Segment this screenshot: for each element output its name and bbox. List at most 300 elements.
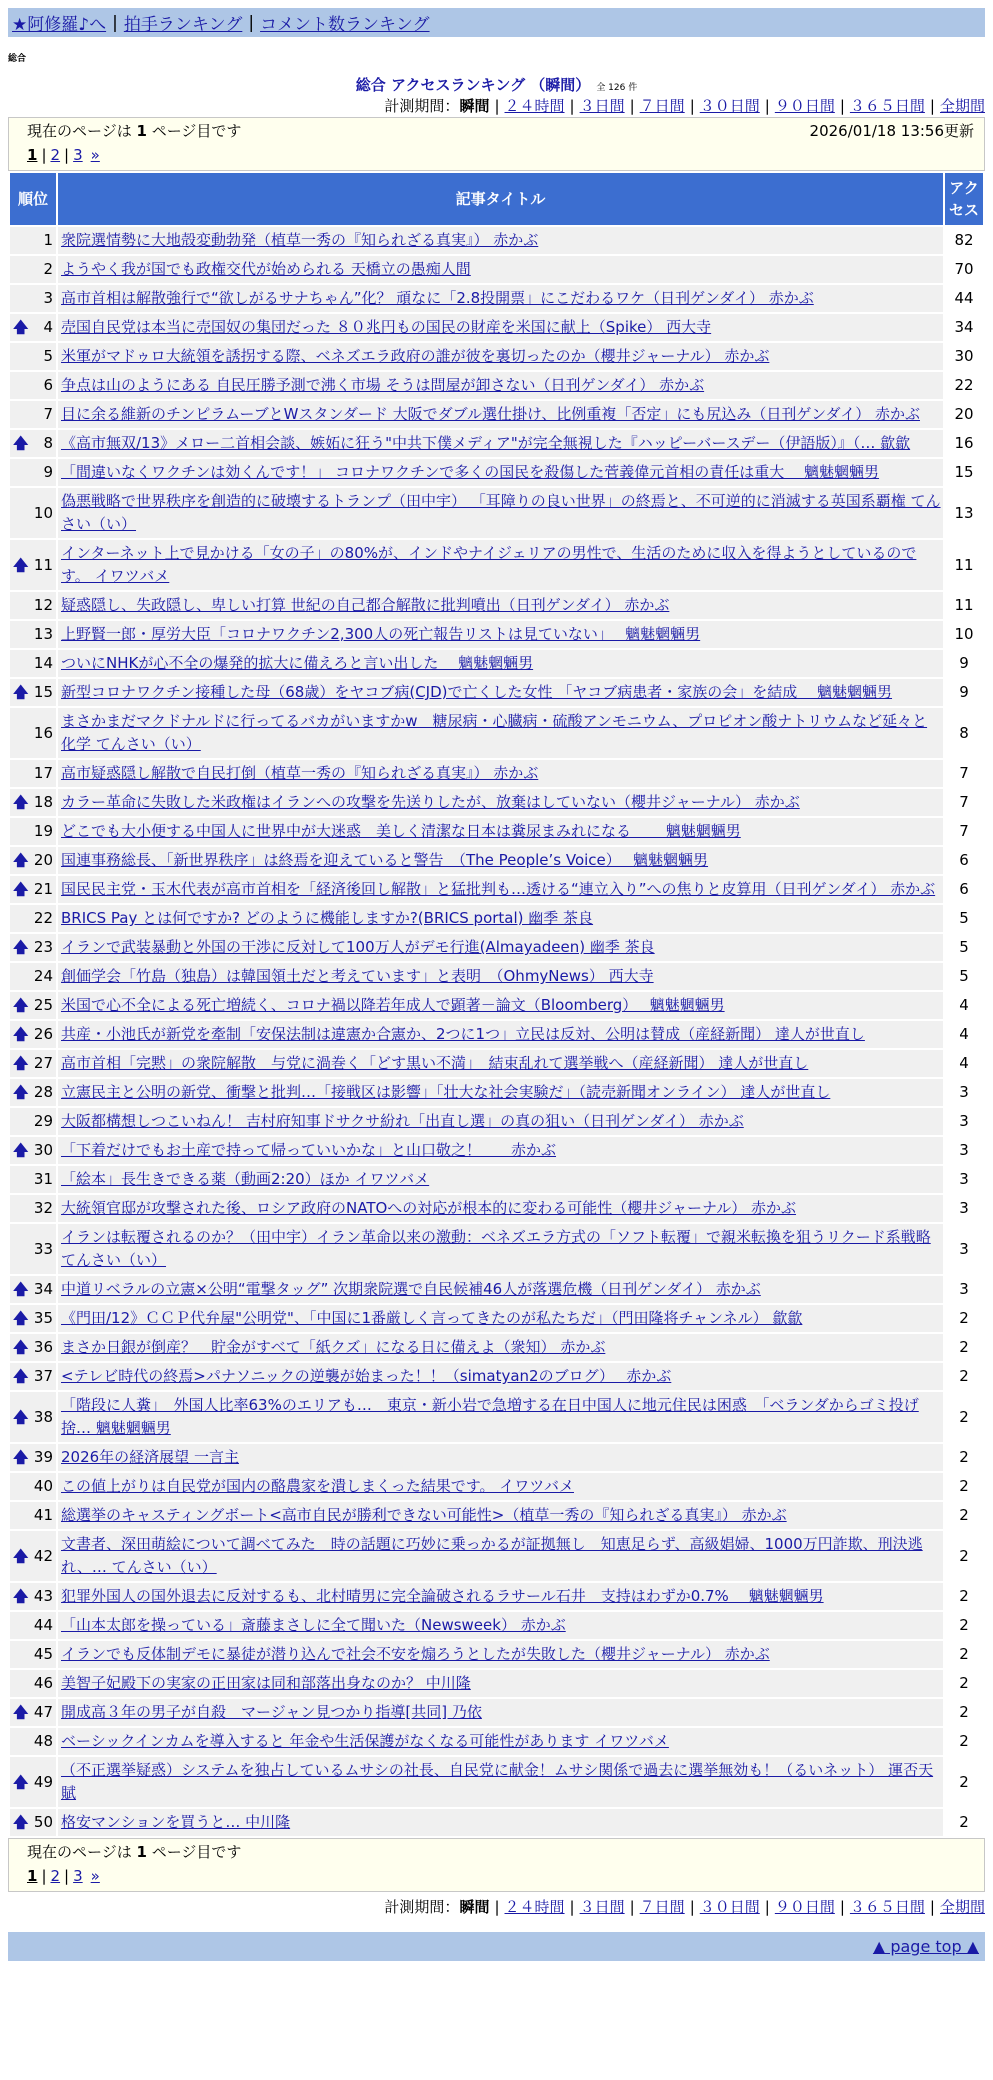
title-cell [58,1166,943,1193]
title-cell [58,1195,943,1222]
title-cell [58,963,943,990]
period-link[interactable]: ３０日間 [699,97,760,115]
article-link[interactable]: 偽悪戦略で世界秩序を創造的に破壊するトランプ（田中宇） 「耳障りの良い世界」の終焉と、不可逆的に消滅する英国系覇権 てんさい（い） [61,492,941,533]
period-sep: | [494,97,500,115]
title-cell [58,285,943,312]
access-count: 7 [945,818,983,845]
access-count: 2 [945,1757,983,1807]
period-link[interactable]: ２４時間 [504,97,565,115]
rank-number: 34 [33,1280,53,1298]
rank-cell [10,1531,56,1581]
article-link[interactable]: 立憲民主と公明の新党、衝撃と批判…「接戦区は影響」「壮大な社会実験だ」（読売新聞オンライン） 達人が世直し [61,1083,831,1101]
nav-link-clap-ranking[interactable]: 拍手ランキング [123,15,243,35]
article-link[interactable]: 大統領官邸が攻撃された後、ロシア政府のNATOへの対応が根本的に変わる可能性（櫻井ジャーナル） 赤かぶ [61,1199,797,1217]
rank-number: 35 [33,1309,53,1327]
rank-number: 40 [33,1477,53,1495]
pagination-top [27,142,974,168]
article-link[interactable]: 「山本太郎を操っている」斎藤まさしに全て聞いた（Newsweek） 赤かぶ [61,1616,566,1634]
article-link[interactable]: <テレビ時代の終焉>パナソニックの逆襲が始まった！！（simatyan2のブログ） 赤かぶ [61,1367,672,1385]
up-arrow-icon: 🡅 [13,996,29,1014]
table-row [10,1166,983,1193]
article-link[interactable]: 米国で心不全による死亡増続く、コロナ禍以降若年成人で顕著－論文（Bloomberg） 魑魅魍魎男 [61,996,725,1014]
rank-cell [10,1195,56,1222]
access-count: 5 [945,905,983,932]
title-cell [58,1079,943,1106]
article-link[interactable]: 格安マンションを買うと… 中川隆 [61,1813,291,1831]
article-link[interactable]: この値上がりは自民党が国内の酪農家を潰しまくった結果です。 イワツバメ [61,1477,574,1495]
rank-number: 10 [33,503,53,522]
up-arrow-icon: 🡅 [13,1141,29,1159]
period-current: 瞬間 [459,1898,490,1916]
access-count: 6 [945,876,983,903]
article-link[interactable]: カラー革命に失敗した米政権はイランへの攻撃を先送りしたが、放棄はしていない（櫻井ジャーナル） 赤かぶ [61,793,800,811]
rank-number: 21 [33,880,53,898]
title-cell [58,430,943,457]
rank-cell [10,1108,56,1135]
title-cell [58,1334,943,1361]
table-row [10,401,983,428]
article-link[interactable]: 売国自民党は本当に売国奴の集団だった ８０兆円もの国民の財産を米国に献上（Spike） 西大寺 [61,318,712,336]
rank-cell [10,1809,56,1836]
table-row [10,1334,983,1361]
period-link[interactable]: ２４時間 [504,1898,565,1916]
article-link[interactable]: ベーシックインカムを導入すると 年金や生活保護がなくなる可能性があります イワツバメ [61,1732,669,1750]
rank-cell [10,1166,56,1193]
article-link[interactable]: 争点は山のようにある 自民圧勝予測で沸く市場 そうは問屋が卸さない（日刊ゲンダイ） 赤かぶ [61,376,705,394]
up-arrow-icon: 🡅 [13,1309,29,1327]
up-arrow-icon: 🡅 [13,318,29,336]
rank-cell [10,992,56,1019]
access-count: 11 [945,592,983,619]
title-cell [58,1670,943,1697]
rank-number: 23 [33,938,53,956]
current-page-text: 現在のページは 1 ページ目です [27,1843,242,1861]
title-cell [58,256,943,283]
article-link[interactable]: 「下着だけでもお土産で持って帰っていいかな」と山口敬之！ 赤かぶ [61,1141,557,1159]
pager-current: 1 [27,1867,38,1885]
title-cell [58,876,943,903]
table-row [10,1583,983,1610]
access-count: 3 [945,1224,983,1274]
access-count: 2 [945,1363,983,1390]
rank-number: 47 [33,1703,53,1721]
article-link[interactable]: 新型コロナワクチン接種した母（68歳）をヤコブ病(CJD)で亡くした女性 「ヤコブ病患者・家族の会」を結成 魑魅魍魎男 [61,683,893,701]
table-row [10,1728,983,1755]
rank-number: 16 [33,723,53,742]
access-count: 22 [945,372,983,399]
rank-number: 14 [33,654,53,672]
period-link[interactable]: 全期間 [939,1898,985,1916]
article-link[interactable]: 米軍がマドゥロ大統領を誘拐する際、ベネズエラ政府の誰が彼を裏切ったのか（櫻井ジャーナル） 赤かぶ [61,347,770,365]
rank-number: 48 [33,1732,53,1750]
rank-cell [10,650,56,677]
period-sep: | [764,97,770,115]
rank-cell [10,1334,56,1361]
pager-sep: | [41,146,47,164]
article-link[interactable]: イランでも反体制デモに暴徒が潜り込んで社会不安を煽ろうとしたが失敗した（櫻井ジャーナル） 赤かぶ [61,1645,770,1663]
period-label: 計測期間： [384,1898,460,1916]
table-row [10,760,983,787]
nav-sep: | [248,12,255,33]
access-count: 2 [945,1444,983,1471]
table-row [10,650,983,677]
title-cell [58,1809,943,1836]
table-row [10,1276,983,1303]
article-link[interactable]: 「階段に人糞」 外国人比率63%のエリアも… 東京・新小岩で急増する在日中国人に地元住民は困惑 「ベランダからゴミ投げ捨… 魑魅魍魎男 [61,1396,919,1437]
access-count: 34 [945,314,983,341]
table-row [10,227,983,254]
rank-number: 32 [33,1199,53,1217]
pager-sep: | [41,1867,47,1885]
title-cell [58,227,943,254]
up-arrow-icon: 🡅 [13,1338,29,1356]
article-link[interactable]: 美智子妃殿下の実家の正田家は同和部落出身なのか？ 中川隆 [61,1674,471,1692]
period-link[interactable]: ７日間 [639,97,685,115]
access-count: 3 [945,1079,983,1106]
article-link[interactable]: （不正選挙疑惑）システムを独占しているムサシの社長、自民党に献金！ムサシ関係で過去に選挙無効も！（るいネット） 運否天賦 [61,1761,934,1802]
period-sep: | [929,1898,935,1916]
table-row [10,1108,983,1135]
article-link[interactable]: イランで武装暴動と外国の干渉に反対して100万人がデモ行進(Almayadeen) 幽季 茶良 [61,938,655,956]
up-arrow-icon: 🡅 [13,1025,29,1043]
table-row [10,1757,983,1807]
pager-link[interactable]: 2 [50,146,61,164]
rank-number: 42 [33,1546,53,1565]
title-cell [58,679,943,706]
table-row [10,621,983,648]
pager-link[interactable]: 2 [50,1867,61,1885]
access-count: 5 [945,963,983,990]
access-count: 2 [945,1641,983,1668]
page-top-link[interactable]: ▲ page top ▲ [872,1937,979,1956]
period-link[interactable]: ９０日間 [774,97,835,115]
period-label: 計測期間： [384,97,460,115]
rank-number: 19 [33,822,53,840]
table-row [10,1502,983,1529]
period-sep: | [764,1898,770,1916]
period-link[interactable]: 全期間 [939,97,985,115]
table-row [10,818,983,845]
total-count: 全 126 件 [596,83,638,93]
article-link[interactable]: 上野賢一郎・厚労大臣「コロナワクチン2,300人の死亡報告リストは見ていない」 魑魅魍魎男 [61,625,701,643]
rank-cell [10,963,56,990]
article-link[interactable]: 犯罪外国人の国外退去に反対するも、北村晴男に完全論破されるラサール石井 支持はわずか0.7% 魑魅魍魎男 [61,1587,824,1605]
title-cell [58,1363,943,1390]
title-cell [58,1699,943,1726]
article-link[interactable]: イランは転覆されるのか？（田中宇）イラン革命以来の激動：ベネズエラ方式の「ソフト転覆」で親米転換を狙うリクード系戦略 てんさい（い） [61,1228,931,1269]
rank-cell [10,1137,56,1164]
up-arrow-icon: 🡅 [13,1407,29,1426]
rank-cell [10,708,56,758]
table-row [10,459,983,486]
period-link[interactable]: ３日間 [579,97,625,115]
rank-cell [10,430,56,457]
title-cell [58,905,943,932]
title-cell [58,760,943,787]
article-link[interactable]: 「絵本」長生きできる薬（動画2:20）ほか イワツバメ [61,1170,430,1188]
rank-cell [10,227,56,254]
rank-number: 22 [33,909,53,927]
nav-link-comment-ranking[interactable]: コメント数ランキング [260,15,430,35]
bottom-bar [8,1932,985,1961]
access-count: 8 [945,708,983,758]
rank-number: 25 [33,996,53,1014]
table-row [10,285,983,312]
access-count: 15 [945,459,983,486]
access-count: 4 [945,1050,983,1077]
rank-cell [10,760,56,787]
rank-number: 20 [33,851,53,869]
rank-number: 50 [33,1813,53,1831]
rank-cell [10,1079,56,1106]
rank-cell [10,540,56,590]
table-row [10,314,983,341]
article-link[interactable]: 「間違いなくワクチンは効くんです！」 コロナワクチンで多くの国民を殺傷した菅義偉元首相の責任は重大 魑魅魍魎男 [61,463,880,481]
access-count: 2 [945,1334,983,1361]
pager-next[interactable]: » [90,1867,100,1885]
rank-number: 45 [33,1645,53,1663]
article-link[interactable]: ようやく我が国でも政権交代が始められる 天橋立の愚痴人間 [61,260,471,278]
access-count: 6 [945,847,983,874]
rank-cell [10,285,56,312]
article-link[interactable]: 国民民主党・玉木代表が高市首相を「経済後回し解散」と猛批判も…透ける“連立入り”への焦りと皮算用（日刊ゲンダイ） 赤かぶ [61,880,936,898]
table-row [10,256,983,283]
rank-number: 33 [33,1239,53,1258]
rank-cell [10,789,56,816]
access-count: 2 [945,1699,983,1726]
article-link[interactable]: 総選挙のキャスティングボート<高市自民が勝利できない可能性>（植草一秀の『知られざる真実』） 赤かぶ [61,1506,787,1524]
article-link[interactable]: 創価学会「竹島（独島）は韓国領土だと考えています」と表明 （OhmyNews） 西大寺 [61,967,654,985]
rank-cell [10,1444,56,1471]
title-cell [58,992,943,1019]
period-selector-top [8,95,985,117]
title-cell [58,1612,943,1639]
up-arrow-icon: 🡅 [13,1703,29,1721]
nav-sep: | [112,12,118,33]
table-row [10,679,983,706]
rank-number: 29 [33,1112,53,1130]
table-row [10,708,983,758]
up-arrow-icon: 🡅 [13,1054,29,1072]
rank-number: 15 [33,683,53,701]
table-row [10,343,983,370]
title-cell [58,1444,943,1471]
rank-cell [10,1670,56,1697]
period-sep: | [629,97,635,115]
pager-sep: | [64,146,70,164]
access-count: 3 [945,1166,983,1193]
article-link[interactable]: 大阪都構想しつこいねん！ 吉村府知事ドサクサ紛れ「出直し選」の真の狙い（日刊ゲンダイ） 赤かぶ [61,1112,744,1130]
access-count: 2 [945,1473,983,1500]
period-link[interactable]: ７日間 [639,1898,685,1916]
title-cell [58,1137,943,1164]
rank-cell [10,876,56,903]
access-count: 3 [945,1276,983,1303]
period-sep: | [569,1898,575,1916]
article-link[interactable]: ついにNHKが心不全の爆発的拡大に備えろと言い出した 魑魅魍魎男 [61,654,534,672]
rank-number: 36 [33,1338,53,1356]
table-row [10,1050,983,1077]
title-cell [58,1050,943,1077]
title-cell [58,1473,943,1500]
access-count: 2 [945,1670,983,1697]
table-row [10,1137,983,1164]
access-count: 11 [945,540,983,590]
rank-number: 9 [43,463,53,481]
top-nav-bar [8,8,985,37]
table-row [10,1224,983,1274]
table-row [10,430,983,457]
title-cell [58,1224,943,1274]
table-row [10,1473,983,1500]
access-count: 3 [945,1108,983,1135]
rank-number: 27 [33,1054,53,1072]
access-count: 7 [945,760,983,787]
up-arrow-icon: 🡅 [13,1280,29,1298]
access-count: 7 [945,789,983,816]
title-cell [58,934,943,961]
period-link[interactable]: ３６５日間 [849,1898,925,1916]
article-link[interactable]: 共産・小池氏が新党を牽制「安保法制は違憲か合憲か、2つに1つ」立民は反対、公明は賛成（産経新聞） 達人が世直し [61,1025,865,1043]
period-sep: | [929,97,935,115]
category-label: 総合 [8,54,27,64]
rank-number: 11 [33,555,53,574]
title-cell [58,1641,943,1668]
table-row [10,1699,983,1726]
rank-number: 39 [33,1448,53,1466]
col-header-title: 記事タイトル [58,173,943,225]
rank-cell [10,905,56,932]
rank-cell [10,1757,56,1807]
up-arrow-icon: 🡅 [13,1772,29,1791]
rank-number: 2 [43,260,53,278]
up-arrow-icon: 🡅 [13,938,29,956]
table-row [10,1392,983,1442]
access-count: 3 [945,1195,983,1222]
nav-link-asyura[interactable]: ★阿修羅♪へ [12,15,107,35]
table-row [10,1531,983,1581]
up-arrow-icon: 🡅 [13,851,29,869]
article-link[interactable]: 高市首相「完黙」の衆院解散 与党に渦巻く「どす黒い不満」 結束乱れて選挙戦へ（産経新聞） 達人が世直し [61,1054,809,1072]
title-cell [58,592,943,619]
pagination-bottom [27,1863,974,1889]
article-link[interactable]: 《門田/12》ＣＣＰ代弁屋"公明党"、「中国に1番厳しく言ってきたのが私たちだ」（門田隆将チャンネル） 歙歙 [61,1309,803,1327]
access-count: 9 [945,650,983,677]
rank-number: 18 [33,793,53,811]
rank-cell [10,679,56,706]
title-cell [58,401,943,428]
article-link[interactable]: 衆院選情勢に大地殻変動勃発（植草一秀の『知られざる真実』） 赤かぶ [61,231,539,249]
period-link[interactable]: ３０日間 [699,1898,760,1916]
title-cell [58,1728,943,1755]
article-link[interactable]: 国連事務総長、「新世界秩序」は終焉を迎えていると警告 （The People’s Voice） 魑魅魍魎男 [61,851,709,869]
article-link[interactable]: まさか日銀が倒産？ 貯金がすべて「紙クズ」になる日に備えよ（衆知） 赤かぶ [61,1338,606,1356]
table-row [10,1670,983,1697]
access-count: 44 [945,285,983,312]
article-link[interactable]: 高市首相は解散強行で“欲しがるサナちゃん”化？ 頑なに「2.8投開票」にこだわるワケ（日刊ゲンダイ） 赤かぶ [61,289,814,307]
period-link[interactable]: ９０日間 [774,1898,835,1916]
up-arrow-icon: 🡅 [13,434,29,452]
up-arrow-icon: 🡅 [13,555,29,574]
rank-cell [10,1473,56,1500]
title-cell [58,1108,943,1135]
up-arrow-icon: 🡅 [13,1448,29,1466]
pager-next[interactable]: » [90,146,100,164]
rank-cell [10,401,56,428]
rank-number: 17 [33,764,53,782]
title-cell [58,650,943,677]
rank-number: 12 [33,596,53,614]
table-row [10,540,983,590]
current-page-text: 現在のページは 1 ページ目です [27,122,242,140]
rank-cell [10,1021,56,1048]
article-link[interactable]: 疑惑隠し、失政隠し、卑しい打算 世紀の自己都合解散に批判噴出（日刊ゲンダイ） 赤かぶ [61,596,670,614]
rank-number: 41 [33,1506,53,1524]
article-link[interactable]: 高市疑惑隠し解散で自民打倒（植草一秀の『知られざる真実』） 赤かぶ [61,764,539,782]
article-link[interactable]: どこでも大小便する中国人に世界中が大迷惑 美しく清潔な日本は糞尿まみれになる 魑魅魍魎男 [61,822,741,840]
rank-number: 4 [43,318,53,336]
rank-cell [10,1728,56,1755]
article-link[interactable]: まさかまだマクドナルドに行ってるバカがいますかw 糖尿病・心臓病・硫酸アンモニウム、プロピオン酸ナトリウムなど延々と化学 てんさい（い） [61,712,928,753]
pager-link[interactable]: 3 [73,146,83,164]
rank-number: 37 [33,1367,53,1385]
access-count: 20 [945,401,983,428]
rank-cell [10,1363,56,1390]
title-cell [58,459,943,486]
title-cell [58,1276,943,1303]
access-count: 2 [945,1612,983,1639]
title-cell [58,372,943,399]
pager-link[interactable]: 3 [73,1867,83,1885]
title-cell [58,540,943,590]
article-link[interactable]: 目に余る維新のチンピラムーブとWスタンダード 大阪でダブル選仕掛け、比例重複「否定」にも尻込み（日刊ゲンダイ） 赤かぶ [61,405,920,423]
page-info-top [8,117,985,171]
rank-number: 28 [33,1083,53,1101]
article-link[interactable]: 文書者、深田萌絵について調べてみた 時の話題に巧妙に乗っかるが証拠無し 知恵足らず、高級娼婦、1000万円詐欺、刑決逃れ、… てんさい（い） [61,1535,923,1576]
access-count: 82 [945,227,983,254]
table-row [10,1612,983,1639]
table-row [10,1641,983,1668]
rank-cell [10,1612,56,1639]
article-link[interactable]: インターネット上で見かける「女の子」の80%が、インドやナイジェリアの男性で、生活のために収入を得ようとしているのです。 イワツバメ [61,544,917,585]
table-row [10,992,983,1019]
rank-number: 43 [33,1587,53,1605]
up-arrow-icon: 🡅 [13,1083,29,1101]
rank-cell [10,459,56,486]
up-arrow-icon: 🡅 [13,1587,29,1605]
title-cell [58,847,943,874]
article-link[interactable]: 中道リベラルの立憲×公明“電撃タッグ” 次期衆院選で自民候補46人が落選危機（日刊ゲンダイ） 赤かぶ [61,1280,761,1298]
rank-cell [10,1276,56,1303]
period-link[interactable]: ３日間 [579,1898,625,1916]
access-count: 2 [945,1583,983,1610]
rank-number: 24 [33,967,53,985]
article-link[interactable]: BRICS Pay とは何ですか? どのように機能しますか?(BRICS portal) 幽季 茶良 [61,909,594,927]
pager-sep: | [64,1867,70,1885]
pager-current: 1 [27,146,38,164]
article-link[interactable]: 2026年の経済展望 一言主 [61,1448,239,1466]
period-link[interactable]: ３６５日間 [849,97,925,115]
article-link[interactable]: 開成高３年の男子が自殺 マージャン見つかり指導[共同] 乃依 [61,1703,482,1721]
updated-timestamp: 2026/01/18 13:56更新 [809,122,974,140]
table-row [10,934,983,961]
title-cell [58,343,943,370]
up-arrow-icon: 🡅 [13,880,29,898]
article-link[interactable]: 《高市無双/13》メロー二首相会談、嫉妬に狂う"中共下僕メディア"が完全無視した『ハッピーバースデー（伊語版）』（… 歙歙 [61,434,911,452]
page-title [8,74,985,94]
rank-cell [10,1392,56,1442]
title-cell [58,1583,943,1610]
